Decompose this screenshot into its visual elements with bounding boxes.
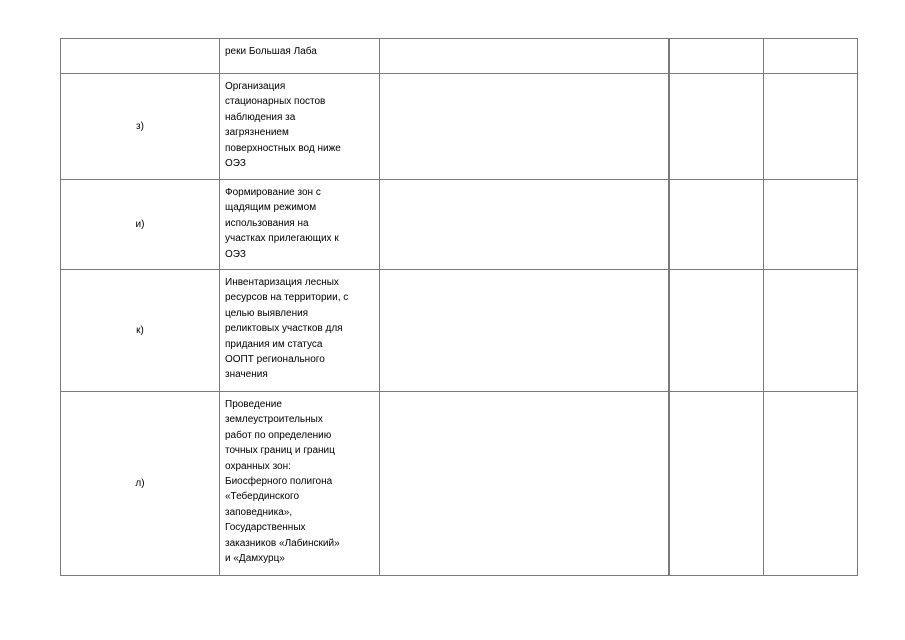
row-index-cell: з) (61, 74, 220, 180)
row-title-text: Организация стационарных постов наблюдения за загрязнением поверхностных вод ниже ОЭЗ (225, 81, 341, 170)
row-index-cell: и) (61, 180, 220, 270)
empty-cell (669, 39, 764, 74)
row-title-text: Инвентаризация лесных ресурсов на территории, с целью выявления реликтовых участков для придания им статуса ООПТ регионального значения (225, 277, 349, 381)
row-title-cell (220, 180, 380, 270)
table-row (61, 270, 858, 392)
empty-cell (669, 270, 764, 392)
empty-cell (380, 39, 670, 74)
empty-cell (764, 392, 858, 576)
empty-cell (764, 180, 858, 270)
row-title-cell (220, 39, 380, 74)
table-row (61, 180, 858, 270)
empty-cell (380, 270, 670, 392)
empty-cell (669, 392, 764, 576)
empty-cell (669, 74, 764, 180)
table-row (61, 74, 858, 180)
empty-cell (764, 39, 858, 74)
row-title-cell (220, 392, 380, 576)
row-index-cell: к) (61, 270, 220, 392)
measures-table (60, 38, 858, 576)
empty-cell (764, 270, 858, 392)
empty-cell (764, 74, 858, 180)
empty-cell (380, 392, 670, 576)
row-title-text: реки Большая Лаба (225, 46, 317, 57)
row-title-cell (220, 270, 380, 392)
row-title-cell (220, 74, 380, 180)
row-index-cell (61, 39, 220, 74)
row-index-cell: л) (61, 392, 220, 576)
row-title-text: Проведение землеустроительных работ по определению точных границ и границ охранных зон: Биосферного полигона «Тебердинского заповедника», Государственных заказников «Лабинский» и «Дамхурц» (225, 399, 340, 565)
empty-cell (669, 180, 764, 270)
row-title-text: Формирование зон с щадящим режимом использования на участках прилегающих к ОЭЗ (225, 187, 339, 260)
table-row (61, 392, 858, 576)
empty-cell (380, 180, 670, 270)
empty-cell (380, 74, 670, 180)
table-row (61, 39, 858, 74)
